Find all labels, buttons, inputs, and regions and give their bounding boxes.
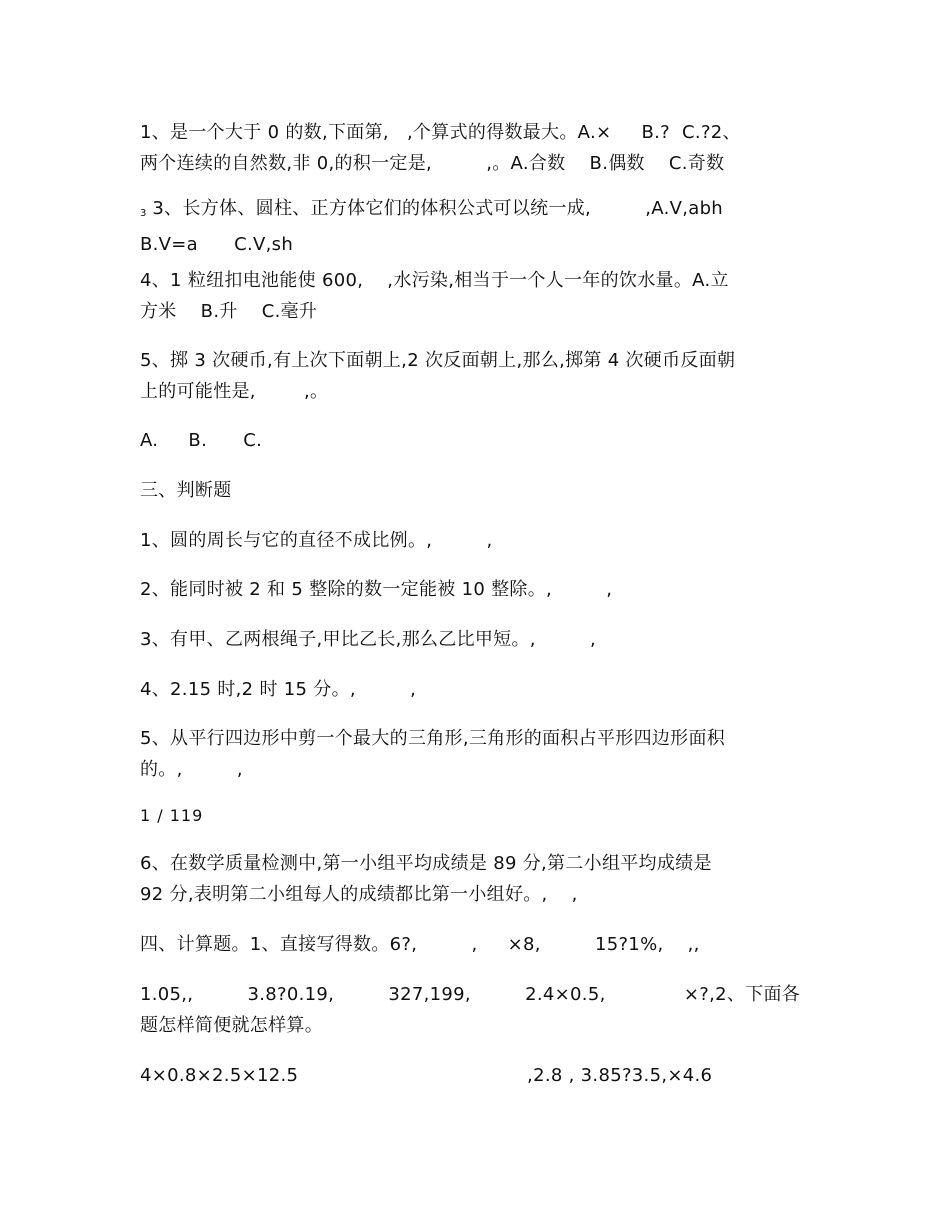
text-line: 题怎样简便就怎样算。 (140, 1015, 323, 1036)
judgement-1 (140, 525, 820, 556)
text-line: 5、掷 3 次硬币,有上次下面朝上,2 次反面朝上,那么,掷第 4 次硬币反面朝 (140, 350, 736, 371)
text-line: 5、从平行四边形中剪一个最大的三角形,三角形的面积占平形四边形面积 (140, 728, 726, 749)
judgement-2 (140, 574, 820, 605)
text-line: 上的可能性是, ,。 (140, 381, 329, 402)
text-line: 方米 B.升 C.毫升 (140, 301, 318, 322)
question-3-paragraph (140, 193, 820, 260)
page-number: 1 / 119 (140, 806, 204, 825)
judgement-6 (140, 848, 820, 910)
judgement-5 (140, 723, 820, 785)
text-line: 1、圆的周长与它的直径不成比例。, , (140, 530, 493, 551)
text-line: 4×0.8×2.5×12.5 ,2.8 , 3.85?3.5,×4.6 (140, 1065, 713, 1086)
section-heading-calculation (140, 929, 820, 960)
judgement-4 (140, 674, 820, 705)
section-heading-judgement (140, 475, 820, 506)
text-line: 四、计算题。1、直接写得数。6?, , ×8, 15?1%, ,, (140, 934, 700, 955)
calculation-row-2 (140, 1060, 820, 1091)
text-line: 1、是一个大于 0 的数,下面第, ,个算式的得数最大。A.× B.? C.?2、 (140, 122, 741, 143)
question-5-paragraph (140, 345, 820, 407)
text-line: 3、长方体、圆柱、正方体它们的体积公式可以统一成, ,A.V,abh (152, 198, 724, 219)
text-line: 2、能同时被 2 和 5 整除的数一定能被 10 整除。, , (140, 579, 613, 600)
calculation-row-1 (140, 979, 820, 1041)
text-line: 4、1 粒纽扣电池能使 600, ,水污染,相当于一个人一年的饮水量。A.立 (140, 270, 729, 291)
text-line: 两个连续的自然数,非 0,的积一定是, ,。A.合数 B.偶数 C.奇数 (140, 153, 725, 174)
text-line: 的。, , (140, 759, 243, 780)
question-4-paragraph (140, 265, 820, 327)
text-line: B.V=a C.V,sh (140, 234, 294, 255)
text-line: 4、2.15 时,2 时 15 分。, , (140, 679, 417, 700)
answer-options (140, 425, 820, 456)
subscript-marker: 3 (140, 208, 147, 219)
text-line: 92 分,表明第二小组每人的成绩都比第一小组好。, , (140, 884, 578, 905)
text-line: 6、在数学质量检测中,第一小组平均成绩是 89 分,第二小组平均成绩是 (140, 853, 712, 874)
text-line: 三、判断题 (140, 480, 232, 501)
text-line: 3、有甲、乙两根绳子,甲比乙长,那么乙比甲短。, , (140, 629, 597, 650)
judgement-3 (140, 624, 820, 655)
text-line: A. B. C. (140, 430, 263, 451)
question-1-paragraph (140, 117, 820, 179)
text-line: 1.05,, 3.8?0.19, 327,199, 2.4×0.5, ×?,2、下面各 (140, 984, 801, 1005)
